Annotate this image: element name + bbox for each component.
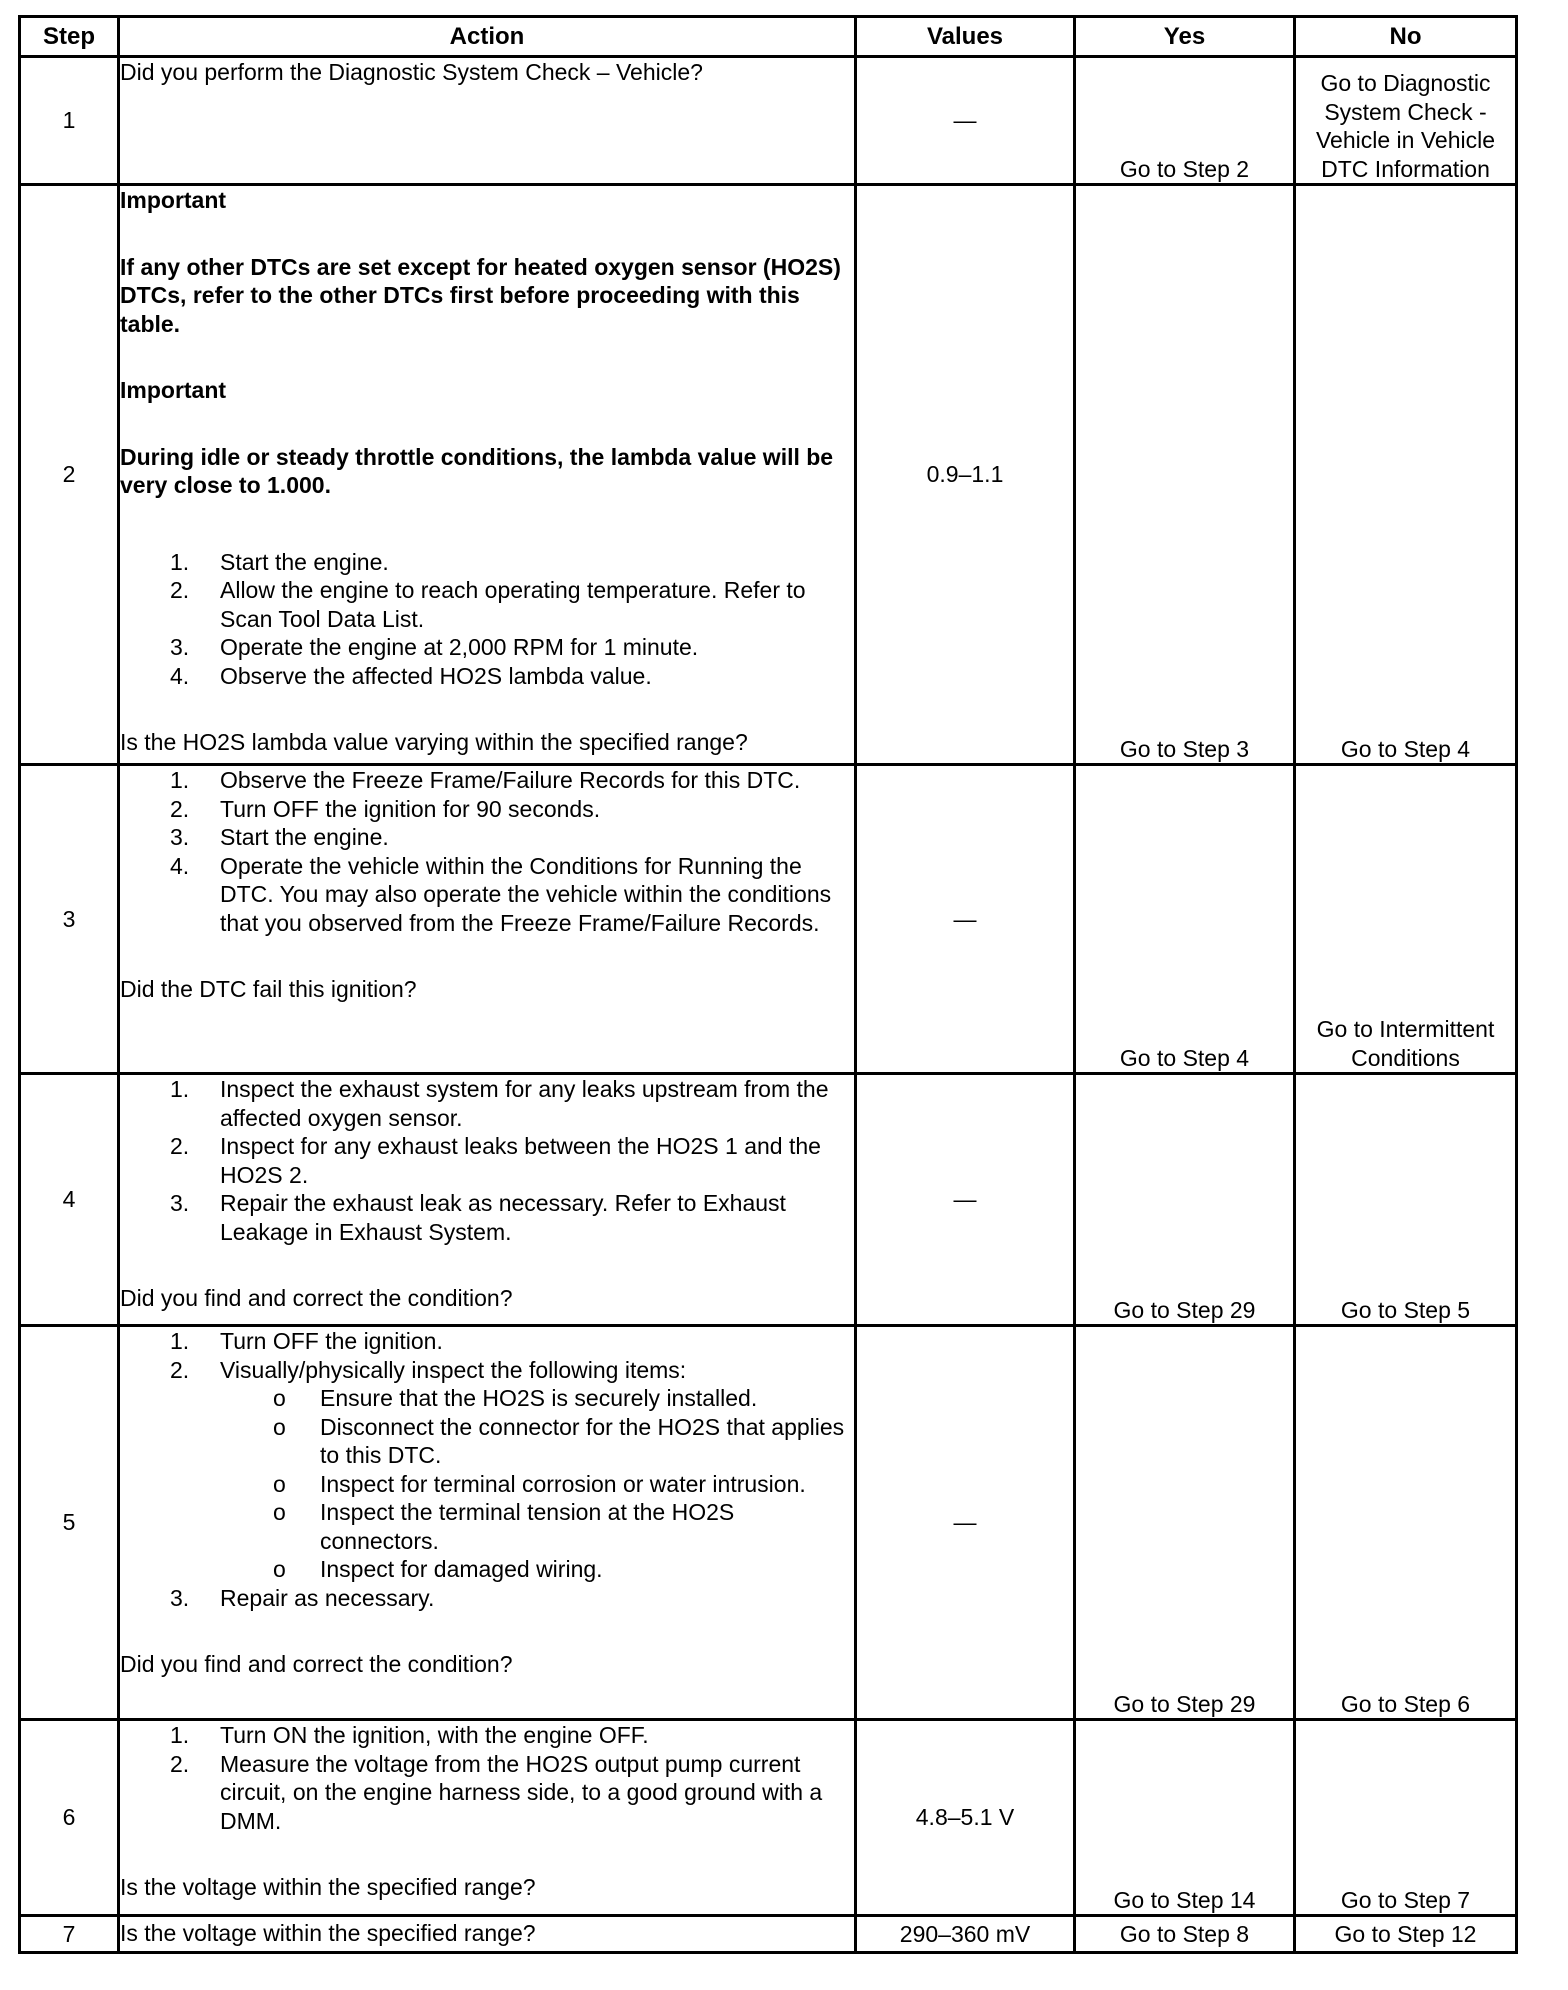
header-row — [20, 17, 1517, 57]
table-row — [20, 1074, 1517, 1326]
question: Did you perform the Diagnostic System Check – Vehicle? — [120, 59, 703, 85]
table-row — [20, 185, 1517, 765]
sub-list-item: o Disconnect the connector for the HO2S that applies to this DTC. — [273, 1413, 845, 1468]
header-no: No — [1295, 17, 1517, 57]
sub-list-item: o Inspect the terminal tension at the HO2S connectors. — [273, 1499, 735, 1554]
step-number: 3 — [20, 765, 119, 1074]
list-item: 3. Repair as necessary. — [170, 1584, 435, 1611]
step-number: 5 — [20, 1326, 119, 1720]
list-item: 4. Operate the vehicle within the Conditions for Running the DTC. You may also operate the vehicle within the conditions that you observed from the Freeze Frame/Failure Records. — [170, 852, 832, 936]
no-cell: Go to Step 5 — [1295, 1074, 1517, 1326]
action-cell — [119, 1074, 856, 1326]
action-cell — [119, 1720, 856, 1916]
yes-cell: Go to Step 29 — [1075, 1074, 1295, 1326]
list-item: 1. Turn OFF the ignition. — [170, 1328, 443, 1354]
question: Did the DTC fail this ignition? — [120, 976, 417, 1002]
important-label: Important — [120, 377, 227, 403]
question: Is the HO2S lambda value varying within the specified range? — [120, 729, 748, 755]
list-item: 2. Visually/physically inspect the following items: o Ensure that the HO2S is securely installed. o Disconnect the connector for the HO2S that applies to this DTC. o Inspect for terminal corrosion or water intrusion. o Inspect the terminal tension at the HO2S connectors. o Inspect for damaged wiring. — [120, 1356, 854, 1584]
list-item: 3. Repair the exhaust leak as necessary. Refer to Exhaust Leakage in Exhaust System. — [170, 1190, 786, 1245]
no-cell: Go to Diagnostic System Check - Vehicle in Vehicle DTC Information — [1295, 57, 1517, 185]
list-item: 2. Inspect for any exhaust leaks between the HO2S 1 and the HO2S 2. — [170, 1133, 821, 1188]
action-cell — [119, 765, 856, 1074]
header-step: Step — [20, 17, 119, 57]
list-item: 3. Operate the engine at 2,000 RPM for 1 minute. — [170, 634, 699, 660]
yes-cell: Go to Step 4 — [1075, 765, 1295, 1074]
values-cell: 4.8–5.1 V — [856, 1720, 1075, 1916]
values-cell: — — [856, 1074, 1075, 1326]
action-cell — [119, 185, 856, 765]
yes-cell: Go to Step 2 — [1075, 57, 1295, 185]
table-row — [20, 1916, 1517, 1953]
list-item: 2. Measure the voltage from the HO2S output pump current circuit, on the engine harness side, to a good ground with a DMM. — [170, 1750, 823, 1834]
procedure-list — [120, 766, 854, 937]
question: Is the voltage within the specified range? — [120, 1920, 536, 1946]
table-row — [20, 765, 1517, 1074]
step-number: 4 — [20, 1074, 119, 1326]
action-cell — [119, 57, 856, 185]
procedure-list — [120, 1721, 854, 1835]
procedure-list — [120, 1075, 854, 1246]
important-text: During idle or steady throttle conditions, the lambda value will be very close to 1.000. — [120, 443, 834, 498]
bullet-icon: o — [273, 1385, 286, 1411]
bullet-icon: o — [273, 1499, 286, 1525]
question: Did you find and correct the condition? — [120, 1285, 513, 1311]
values-cell: — — [856, 765, 1075, 1074]
important-label: Important — [120, 187, 227, 213]
step-number: 6 — [20, 1720, 119, 1916]
list-item: 4. Observe the affected HO2S lambda value. — [170, 662, 652, 689]
question: Did you find and correct the condition? — [120, 1651, 513, 1677]
header-action: Action — [119, 17, 856, 57]
procedure-list — [120, 1327, 854, 1612]
list-item: 2. Turn OFF the ignition for 90 seconds. — [170, 795, 601, 822]
yes-cell: Go to Step 3 — [1075, 185, 1295, 765]
action-cell — [119, 1916, 856, 1953]
bullet-icon: o — [273, 1470, 286, 1497]
question: Is the voltage within the specified range? — [120, 1874, 536, 1900]
list-item: 2. Allow the engine to reach operating temperature. Refer to Scan Tool Data List. — [170, 577, 806, 632]
list-item: 1. Start the engine. — [170, 548, 389, 575]
values-cell: 0.9–1.1 — [856, 185, 1075, 765]
no-cell: Go to Intermittent Conditions — [1295, 765, 1517, 1074]
yes-cell: Go to Step 8 — [1075, 1916, 1295, 1953]
sub-list-item: o Inspect for damaged wiring. — [273, 1556, 603, 1582]
step-number: 7 — [20, 1916, 119, 1953]
step-number: 2 — [20, 185, 119, 765]
sub-list-item: o Ensure that the HO2S is securely installed. — [273, 1385, 758, 1411]
list-item: 1. Turn ON the ignition, with the engine OFF. — [170, 1722, 649, 1748]
no-cell: Go to Step 7 — [1295, 1720, 1517, 1916]
header-yes: Yes — [1075, 17, 1295, 57]
values-cell: — — [856, 57, 1075, 185]
table-row — [20, 1326, 1517, 1720]
no-cell: Go to Step 4 — [1295, 185, 1517, 765]
list-item: 1. Inspect the exhaust system for any leaks upstream from the affected oxygen sensor. — [170, 1076, 829, 1131]
action-cell — [119, 1326, 856, 1720]
step-number: 1 — [20, 57, 119, 185]
header-values: Values — [856, 17, 1075, 57]
values-cell: — — [856, 1326, 1075, 1720]
sub-list — [220, 1384, 854, 1584]
no-cell: Go to Step 6 — [1295, 1326, 1517, 1720]
yes-cell: Go to Step 14 — [1075, 1720, 1295, 1916]
list-item: 3. Start the engine. — [170, 824, 389, 850]
procedure-list — [120, 548, 854, 691]
bullet-icon: o — [273, 1556, 286, 1582]
table-row — [20, 57, 1517, 185]
yes-cell: Go to Step 29 — [1075, 1326, 1295, 1720]
important-text: If any other DTCs are set except for heated oxygen sensor (HO2S) DTCs, refer to the other DTCs first before proceeding with this table. — [120, 253, 841, 337]
table-row — [20, 1720, 1517, 1916]
values-cell: 290–360 mV — [856, 1916, 1075, 1953]
no-cell: Go to Step 12 — [1295, 1916, 1517, 1953]
diagnostic-table — [18, 15, 1518, 1954]
bullet-icon: o — [273, 1413, 286, 1440]
list-item: 1. Observe the Freeze Frame/Failure Records for this DTC. — [170, 767, 801, 793]
sub-list-item: o Inspect for terminal corrosion or water intrusion. — [273, 1470, 806, 1497]
